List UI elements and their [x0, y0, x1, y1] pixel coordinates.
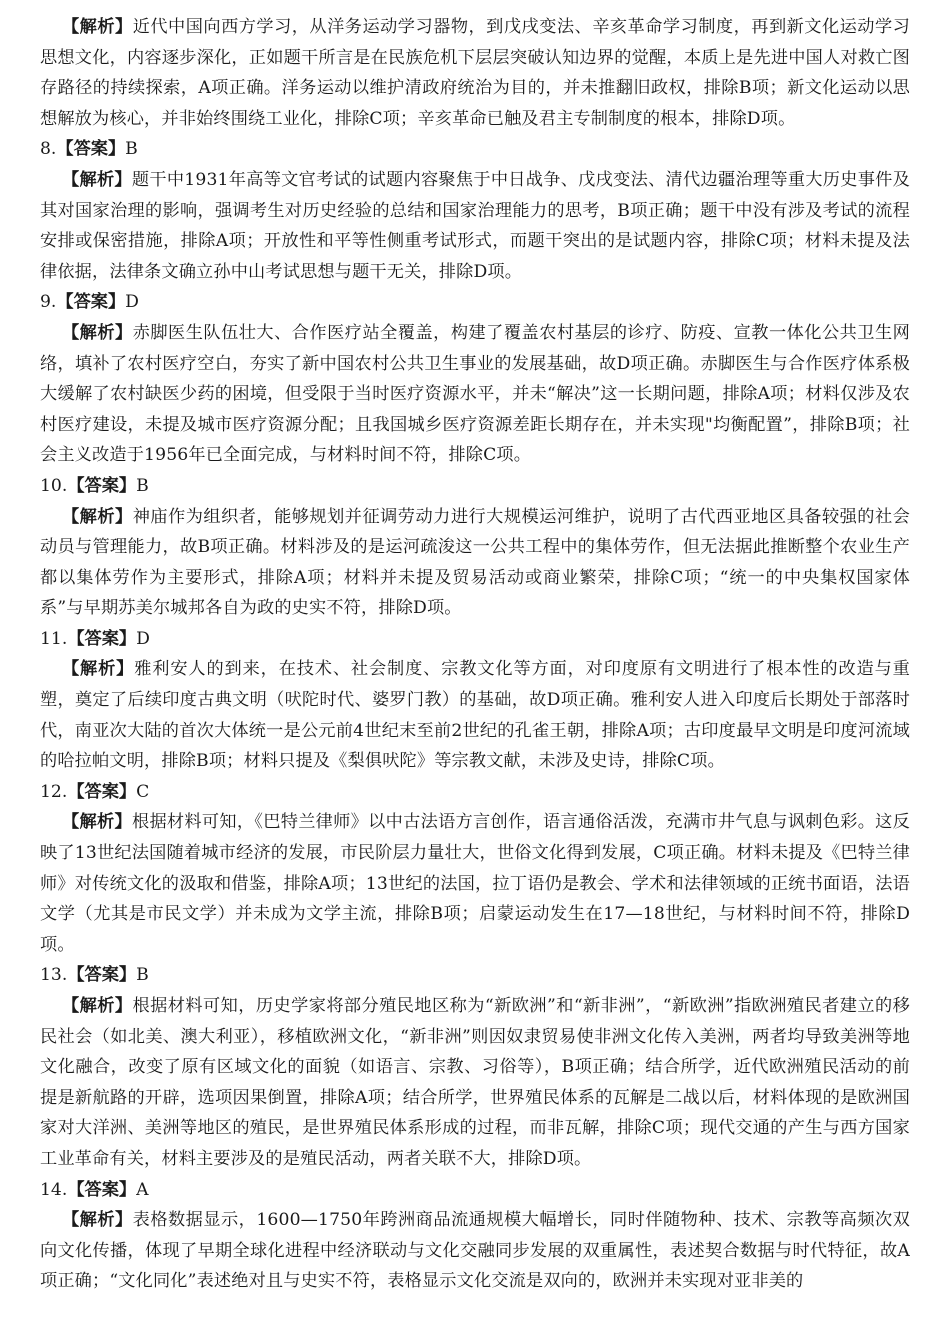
answer-tag: 【答案】: [67, 475, 137, 496]
answer-8: [40, 134, 910, 165]
answer-tag: 【答案】: [67, 965, 137, 986]
question-number: 13.: [40, 965, 68, 986]
answer-value: D: [125, 292, 139, 313]
question-number: 14.: [40, 1179, 68, 1200]
question-number: 10.: [40, 475, 68, 496]
analysis-tag: 【解析】: [62, 812, 132, 833]
analysis-text: 根据材料可知，《巴特兰律师》以中古法语方言创作，语言通俗活泼，充满市井气息与讽刺色彩。这反映了13世纪法国随着城市经济的发展，市民阶层力量壮大，世俗文化得到发展，C项正确。材料未提及《巴特兰律师》对传统文化的汲取和借鉴，排除A项；13世纪的法国，拉丁语仍是教会、学术和法律领域的正统书面语，法语文学（尤其是市民文学）并未成为文学主流，排除B项；启蒙运动发生在17—18世纪，与材料时间不符，排除D项。: [40, 812, 911, 955]
answer-tag: 【答案】: [56, 139, 126, 160]
analysis-tag: 【解析】: [62, 17, 133, 37]
answer-value: D: [136, 628, 150, 649]
question-number: 8.: [40, 139, 57, 160]
answer-value: B: [136, 965, 149, 986]
analysis-tag: 【解析】: [62, 659, 135, 680]
analysis-text: 雅利安人的到来，在技术、社会制度、宗教文化等方面，对印度原有文明进行了根本性的改造与重塑，奠定了后续印度古典文明（吠陀时代、婆罗门教）的基础，故D项正确。雅利安人进入印度后长期处于部落时代，南亚次大陆的首次大体统一是公元前4世纪末至前2世纪的孔雀王朝，排除A项；古印度最早文明是印度河流域的哈拉帕文明，排除B项；材料只提及《梨俱吠陀》等宗教文献，未涉及史诗，排除C项。: [40, 659, 910, 772]
analysis-8: [40, 165, 910, 287]
analysis-tag: 【解析】: [62, 322, 133, 343]
question-number: 11.: [40, 628, 68, 649]
answer-9: [40, 287, 910, 318]
analysis-9: [40, 318, 910, 471]
answer-13: [40, 960, 910, 991]
analysis-tag: 【解析】: [62, 1210, 133, 1231]
answer-tag: 【答案】: [67, 628, 137, 649]
answer-14: [40, 1175, 910, 1206]
analysis-13: [40, 991, 910, 1175]
analysis-text: 赤脚医生队伍壮大、合作医疗站全覆盖，构建了覆盖农村基层的诊疗、防疫、宣教一体化公共卫生网络，填补了农村医疗空白，夯实了新中国农村公共卫生事业的发展基础，故D项正确。赤脚医生与合作医疗体系极大缓解了农村缺医少药的困境，但受限于当时医疗资源水平，并未“解决”这一长期问题，排除A项；材料仅涉及农村医疗建设，未提及城市医疗资源分配；且我国城乡医疗资源差距长期存在，并未实现"均衡配置”，排除B项；社会主义改造于1956年已全面完成，与材料时间不符，排除C项。: [40, 322, 910, 466]
answer-10: [40, 471, 910, 502]
analysis-text: 表格数据显示，1600—1750年跨洲商品流通规模大幅增长，同时伴随物种、技术、宗教等高频次双向文化传播，体现了早期全球化进程中经济联动与文化交融同步发展的双重属性，表述契合数据与时代特征，故A项正确；“文化同化”表述绝对且与史实不符，表格显示文化交流是双向的，欧洲并未实现对亚非美的: [40, 1210, 910, 1292]
analysis-12: [40, 807, 910, 960]
question-number: 9.: [40, 292, 57, 313]
answer-value: C: [136, 781, 150, 802]
analysis-14: [40, 1205, 910, 1297]
analysis-tag: 【解析】: [62, 506, 133, 527]
analysis-text: 神庙作为组织者，能够规划并征调劳动力进行大规模运河维护，说明了古代西亚地区具备较强的社会动员与管理能力，故B项正确。材料涉及的是运河疏浚这一公共工程中的集体劳作，但无法据此推断整个农业生产都以集体劳作为主要形式，排除A项；材料并未提及贸易活动或商业繁荣，排除C项；“统一的中央集权国家体系”与早期苏美尔城邦各自为政的史实不符，排除D项。: [40, 506, 910, 619]
answer-tag: 【答案】: [67, 1179, 137, 1200]
analysis-text: 根据材料可知，历史学家将部分殖民地区称为“新欧洲”和“新非洲”，“新欧洲”指欧洲殖民者建立的移民社会（如北美、澳大利亚），移植欧洲文化，“新非洲”则因奴隶贸易使非洲文化传入美洲，两者均导致美洲等地文化融合，改变了原有区域文化的面貌（如语言、宗教、习俗等），B项正确；结合所学，近代欧洲殖民活动的前提是新航路的开辟，选项因果倒置，排除A项；结合所学，世界殖民体系的瓦解是二战以后，材料体现的是欧洲国家对大洋洲、美洲等地区的殖民，是世界殖民体系形成的过程，而非瓦解，排除C项；现代交通的产生与西方国家工业革命有关，材料主要涉及的是殖民活动，两者关联不大，排除D项。: [40, 996, 910, 1169]
answer-value: A: [136, 1179, 149, 1200]
analysis-10: [40, 502, 910, 624]
answer-tag: 【答案】: [56, 292, 126, 313]
answer-11: [40, 624, 910, 655]
answer-value: B: [125, 139, 138, 160]
answer-tag: 【答案】: [67, 781, 137, 802]
analysis-tag: 【解析】: [62, 169, 132, 190]
analysis-text: 近代中国向西方学习，从洋务运动学习器物，到戊戌变法、辛亥革命学习制度，再到新文化运动学习思想文化，内容逐步深化，正如题干所言是在民族危机下层层突破认知边界的觉醒，本质上是先进中国人对救亡图存路径的持续探索，A项正确。洋务运动以维护清政府统治为目的，并未推翻旧政权，排除B项；新文化运动以思想解放为核心，并非始终围绕工业化，排除C项；辛亥革命已触及君主专制制度的根本，排除D项。: [40, 17, 910, 129]
analysis-text: 题干中1931年高等文官考试的试题内容聚焦于中日战争、戊戌变法、清代边疆治理等重大历史事件及其对国家治理的影响，强调考生对历史经验的总结和国家治理能力的思考，B项正确；题干中没有涉及考试的流程安排或保密措施，排除A项；开放性和平等性侧重考试形式，而题干突出的是试题内容，排除C项；材料未提及法律依据，法律条文确立孙中山考试思想与题干无关，排除D项。: [40, 169, 910, 282]
analysis-7: [40, 12, 910, 134]
answer-value: B: [136, 475, 149, 496]
question-number: 12.: [40, 781, 68, 802]
analysis-tag: 【解析】: [62, 996, 133, 1016]
answer-12: [40, 777, 910, 808]
analysis-11: [40, 654, 910, 776]
